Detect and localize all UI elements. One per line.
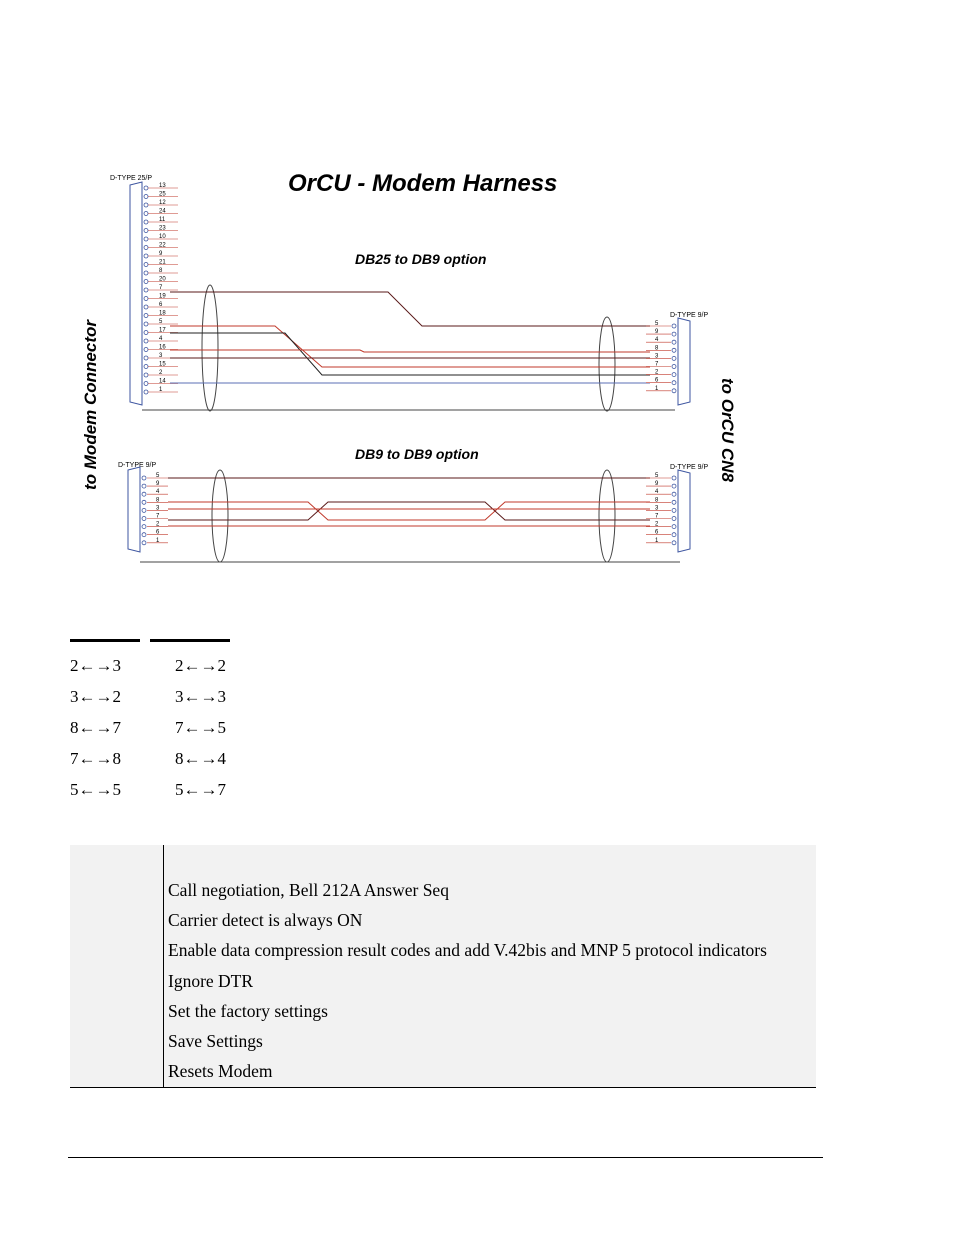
db9-left-bottom-pin-circle <box>142 484 146 488</box>
left-side-label: to Modem Connector <box>81 320 100 490</box>
db9-right-bottom-pin-number: 7 <box>655 513 659 520</box>
db25-pin-number: 16 <box>159 344 166 351</box>
db25-pin-circle <box>144 220 148 224</box>
modem-command-table <box>70 845 816 1088</box>
db9-left-connector-bottom <box>128 467 140 552</box>
db9-right-top-pin-circle <box>672 340 676 344</box>
db9-right-bottom-pin-number: 9 <box>655 481 659 488</box>
db25-pin-circle <box>144 203 148 207</box>
db25-pin-number: 13 <box>159 183 166 189</box>
db25-pin-number: 19 <box>159 293 166 300</box>
db25-pin-circle <box>144 186 148 190</box>
db25-pin-circle <box>144 305 148 309</box>
cable-sheath-left-bottom <box>212 470 228 562</box>
command-description-list <box>168 875 767 1086</box>
db9-left-bottom-pin-circle <box>142 541 146 545</box>
db25-pin-circle <box>144 322 148 326</box>
db25-pin-circle <box>144 331 148 335</box>
db9-right-bottom-pin-number: 5 <box>655 473 659 479</box>
harness-svg <box>60 160 760 580</box>
cable-sheath-left-top <box>202 285 218 411</box>
right-side-label: to OrCU CN8 <box>718 378 737 482</box>
db25-pin-circle <box>144 237 148 241</box>
pin-map-cell: 7←→5 <box>175 718 226 737</box>
db9-left-bottom-pin-number: 2 <box>156 521 160 528</box>
db9-right-bottom-pin-number: 1 <box>655 537 659 544</box>
db9-right-bottom-pin-circle <box>672 476 676 480</box>
db9-left-bottom-pin-number: 3 <box>156 505 160 512</box>
db25-type-label: D-TYPE 25/P <box>110 175 153 182</box>
db25-pin-number: 25 <box>159 191 166 198</box>
db9-left-bottom-pin-number: 1 <box>156 537 160 544</box>
db25-pin-number: 14 <box>159 378 166 385</box>
table-column-divider <box>163 845 164 1087</box>
db25-pin-circle <box>144 212 148 216</box>
db9-right-bottom-pin-number: 6 <box>655 529 659 536</box>
db25-pin-number: 6 <box>159 302 163 308</box>
db9-right-type-label-2: D-TYPE 9/P <box>670 464 709 471</box>
db9-right-connector-bottom <box>678 470 690 552</box>
db9-left-bottom-pin-circle <box>142 500 146 504</box>
db9-left-bottom-pin-circle <box>142 525 146 529</box>
db25-pin-circle <box>144 314 148 318</box>
db9-right-bottom-pin-number: 8 <box>655 497 659 504</box>
pin-map-cell: 5←→7 <box>175 780 226 799</box>
db9-left-bottom-pin-number: 9 <box>156 481 160 488</box>
db9-left-bottom-pin-circle <box>142 517 146 521</box>
db9-right-top-pin-number: 7 <box>655 361 659 368</box>
db25-pin-circle <box>144 339 148 343</box>
db25-pin-circle <box>144 297 148 301</box>
db9-right-top-pin-circle <box>672 381 676 385</box>
db25-pin-number: 4 <box>159 336 163 342</box>
db9-right-top-pin-number: 8 <box>655 345 659 352</box>
db9-right-bottom-pin-number: 2 <box>655 521 659 528</box>
db25-pin-circle <box>144 365 148 369</box>
db9-right-top-pin-number: 2 <box>655 369 659 376</box>
command-description: Carrier detect is always ON <box>168 910 363 931</box>
db25-pin-circle <box>144 229 148 233</box>
db9-right-top-pin-number: 1 <box>655 385 659 392</box>
db25-pin-number: 20 <box>159 276 166 283</box>
db25-pin-number: 24 <box>159 208 166 215</box>
db25-pin-number: 22 <box>159 242 166 249</box>
command-description: Enable data compression result codes and add V.42bis and MNP 5 protocol indicators <box>168 940 767 961</box>
db25-pin-circle <box>144 390 148 394</box>
db9-right-top-pin-number: 5 <box>655 321 659 327</box>
db9-right-top-pin-circle <box>672 389 676 393</box>
db25-pin-number: 12 <box>159 200 166 206</box>
db25-pin-number: 9 <box>159 251 163 257</box>
db9-left-type-label: D-TYPE 9/P <box>118 462 157 469</box>
db9-left-bottom-pin-circle <box>142 508 146 512</box>
db9-left-bottom-pin-number: 7 <box>156 513 160 520</box>
db25-pin-number: 8 <box>159 268 163 274</box>
option2-title: DB9 to DB9 option <box>355 446 479 462</box>
option1-title: DB25 to DB9 option <box>355 251 487 267</box>
command-description: Save Settings <box>168 1030 263 1051</box>
db9-left-bottom-pin-circle <box>142 533 146 537</box>
db9-right-top-pin-number: 9 <box>655 329 659 336</box>
db9-right-bottom-pin-circle <box>672 525 676 529</box>
db9-right-top-pin-circle <box>672 365 676 369</box>
db9-right-bottom-pin-circle <box>672 517 676 521</box>
db9-right-top-pin-circle <box>672 348 676 352</box>
db9-right-type-label-1: D-TYPE 9/P <box>670 312 709 319</box>
wire-db25-16 <box>170 350 650 352</box>
db9-right-top-pin-number: 4 <box>655 337 659 344</box>
db9-right-top-pin-circle <box>672 373 676 377</box>
db9-left-bottom-pin-number: 5 <box>156 473 160 479</box>
pin-map-cell: 8←→4 <box>175 749 226 768</box>
pin-map-cell: 2←→2 <box>175 656 226 675</box>
db25-pin-group <box>144 183 178 394</box>
db25-pin-circle <box>144 373 148 377</box>
db9-pin-group <box>142 321 676 545</box>
db9-left-bottom-pin-number: 8 <box>156 497 160 504</box>
db25-pin-number: 15 <box>159 361 166 368</box>
db25-pin-number: 21 <box>159 259 166 266</box>
db9-right-bottom-pin-circle <box>672 533 676 537</box>
pin-mapping-column-1 <box>70 639 140 805</box>
db25-pin-circle <box>144 195 148 199</box>
db25-pin-number: 18 <box>159 310 166 317</box>
pin-map-cell: 5←→5 <box>70 780 121 799</box>
pin-mapping-column-2 <box>150 639 230 805</box>
diagram-title: OrCU - Modem Harness <box>288 170 558 197</box>
cable-sheath-right-bottom <box>599 470 615 562</box>
db25-pin-circle <box>144 288 148 292</box>
db25-pin-circle <box>144 382 148 386</box>
db9-right-bottom-pin-number: 3 <box>655 505 659 512</box>
db9-right-top-pin-circle <box>672 332 676 336</box>
pin-map-cell: 3←→3 <box>175 687 226 706</box>
db25-pin-circle <box>144 263 148 267</box>
db9-left-bottom-pin-number: 4 <box>156 489 160 496</box>
wire-db9-8 <box>168 502 650 520</box>
db9-right-connector-top <box>678 318 690 405</box>
command-description: Set the factory settings <box>168 1000 328 1021</box>
footer-rule <box>68 1157 823 1158</box>
db25-pin-number: 2 <box>159 370 163 376</box>
cable-sheath-right-top <box>599 317 615 411</box>
db9-right-bottom-pin-circle <box>672 484 676 488</box>
pin-map-cell: 3←→2 <box>70 687 121 706</box>
db25-pin-circle <box>144 246 148 250</box>
db25-pin-circle <box>144 271 148 275</box>
db9-right-bottom-pin-circle <box>672 500 676 504</box>
db9-right-top-pin-number: 6 <box>655 377 659 384</box>
db25-pin-number: 11 <box>159 217 166 223</box>
command-description: Call negotiation, Bell 212A Answer Seq <box>168 880 449 900</box>
db9-left-bottom-pin-circle <box>142 476 146 480</box>
db25-pin-circle <box>144 348 148 352</box>
pin-map-cell: 8←→7 <box>70 718 121 737</box>
db25-pin-number: 7 <box>159 285 163 291</box>
db25-pin-circle <box>144 254 148 258</box>
db9-right-top-pin-circle <box>672 324 676 328</box>
db9-right-top-pin-circle <box>672 356 676 360</box>
db25-pin-number: 17 <box>159 327 166 334</box>
db25-pin-number: 23 <box>159 225 166 232</box>
db9-right-bottom-pin-circle <box>672 508 676 512</box>
db25-pin-number: 10 <box>159 234 166 240</box>
db25-pin-circle <box>144 356 148 360</box>
db9-right-bottom-pin-circle <box>672 541 676 545</box>
db9-right-top-pin-number: 3 <box>655 353 659 360</box>
db9-left-bottom-pin-number: 6 <box>156 529 160 536</box>
db9-right-bottom-pin-number: 4 <box>655 489 659 496</box>
db9-right-bottom-pin-circle <box>672 492 676 496</box>
command-description: Ignore DTR <box>168 970 254 991</box>
db9-left-bottom-pin-circle <box>142 492 146 496</box>
db25-connector-shell <box>130 182 142 405</box>
wire-db25-7 <box>170 292 650 326</box>
pin-map-cell: 2←→3 <box>70 656 121 675</box>
wire-db25-5 <box>170 326 650 367</box>
db25-pin-number: 5 <box>159 319 163 325</box>
harness-diagram <box>60 160 760 580</box>
db25-pin-circle <box>144 280 148 284</box>
db25-pin-number: 3 <box>159 353 163 359</box>
wire-db9-7 <box>168 502 650 520</box>
command-description: Resets Modem <box>168 1061 273 1082</box>
db25-pin-number: 1 <box>159 387 163 393</box>
pin-map-cell: 7←→8 <box>70 749 121 768</box>
wire-db25-17 <box>170 333 650 375</box>
